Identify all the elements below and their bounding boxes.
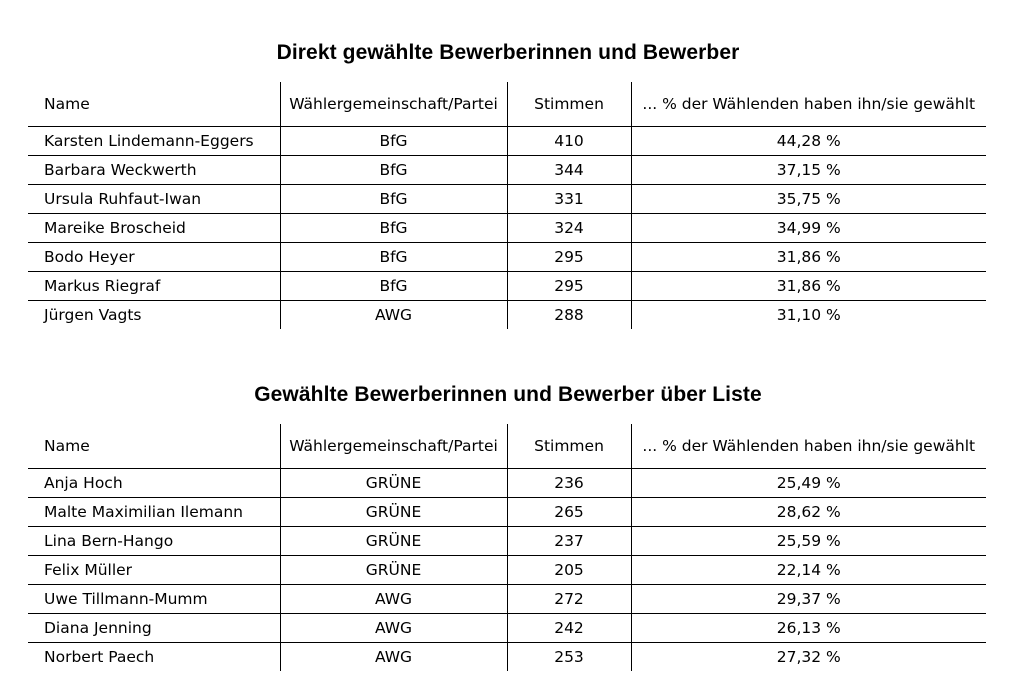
- cell-party: AWG: [280, 614, 507, 643]
- cell-votes: 253: [507, 643, 631, 672]
- cell-party: BfG: [280, 127, 507, 156]
- table-row: [28, 156, 986, 185]
- cell-name: Norbert Paech: [44, 648, 155, 666]
- list-candidates-section: [28, 380, 988, 671]
- cell-percent: 29,37 %: [631, 585, 986, 614]
- direct-candidates-section: [28, 38, 988, 329]
- cell-percent: 28,62 %: [631, 498, 986, 527]
- table-row: [28, 272, 986, 301]
- cell-party: GRÜNE: [280, 556, 507, 585]
- cell-party: GRÜNE: [280, 469, 507, 498]
- table-row: [28, 556, 986, 585]
- cell-name: Markus Riegraf: [28, 272, 280, 301]
- cell-votes: 265: [507, 498, 631, 527]
- cell-name: Mareike Broscheid: [28, 214, 280, 243]
- table-row: [28, 127, 986, 156]
- cell-name: Felix Müller: [28, 556, 280, 585]
- cell-name: Jürgen Vagts: [44, 306, 142, 324]
- table-row: [28, 185, 986, 214]
- cell-party: BfG: [280, 185, 507, 214]
- cell-percent: 22,14 %: [631, 556, 986, 585]
- cell-votes: 242: [507, 614, 631, 643]
- table-row: [28, 301, 986, 330]
- table-row: [28, 643, 986, 672]
- direct-candidates-title: Direkt gewählte Bewerberinnen und Bewerber: [276, 41, 740, 64]
- table-row: [28, 498, 986, 527]
- cell-party: GRÜNE: [280, 527, 507, 556]
- cell-percent: 37,15 %: [631, 156, 986, 185]
- cell-votes: 295: [507, 272, 631, 301]
- cell-name: Karsten Lindemann-Eggers: [28, 127, 280, 156]
- cell-party: BfG: [280, 243, 507, 272]
- cell-name: Barbara Weckwerth: [28, 156, 280, 185]
- cell-votes: 272: [507, 585, 631, 614]
- cell-percent: 31,10 %: [631, 301, 986, 330]
- table-header-row: [28, 424, 986, 469]
- cell-party: AWG: [280, 301, 507, 330]
- cell-percent: 31,86 %: [631, 243, 986, 272]
- cell-votes: 324: [507, 214, 631, 243]
- header-name: Name: [28, 424, 280, 469]
- header-percent: ... % der Wählenden haben ihn/sie gewählt: [631, 82, 986, 127]
- cell-party: BfG: [280, 156, 507, 185]
- header-votes: Stimmen: [507, 82, 631, 127]
- cell-votes: 288: [507, 301, 631, 330]
- table-row: [28, 214, 986, 243]
- cell-name: Anja Hoch: [28, 469, 280, 498]
- cell-percent: 31,86 %: [631, 272, 986, 301]
- table-header-row: [28, 82, 986, 127]
- cell-name: Ursula Ruhfaut-Iwan: [28, 185, 280, 214]
- header-votes: Stimmen: [507, 424, 631, 469]
- cell-party: BfG: [280, 214, 507, 243]
- header-party: Wählergemeinschaft/Partei: [280, 424, 507, 469]
- table-row: [28, 614, 986, 643]
- cell-percent: 27,32 %: [631, 643, 986, 672]
- cell-name: Malte Maximilian Ilemann: [28, 498, 280, 527]
- list-candidates-title: Gewählte Bewerberinnen und Bewerber über Liste: [254, 383, 762, 406]
- cell-party: BfG: [280, 272, 507, 301]
- header-percent: ... % der Wählenden haben ihn/sie gewählt: [631, 424, 986, 469]
- cell-votes: 331: [507, 185, 631, 214]
- cell-percent: 34,99 %: [631, 214, 986, 243]
- cell-votes: 410: [507, 127, 631, 156]
- cell-name: Uwe Tillmann-Mumm: [28, 585, 280, 614]
- cell-percent: 26,13 %: [631, 614, 986, 643]
- table-row: [28, 243, 986, 272]
- cell-party: GRÜNE: [280, 498, 507, 527]
- cell-name: Diana Jenning: [28, 614, 280, 643]
- table-row: [28, 469, 986, 498]
- cell-percent: 25,59 %: [631, 527, 986, 556]
- cell-votes: 205: [507, 556, 631, 585]
- cell-percent: 35,75 %: [631, 185, 986, 214]
- cell-name: Bodo Heyer: [28, 243, 280, 272]
- cell-name: Lina Bern-Hango: [28, 527, 280, 556]
- cell-votes: 236: [507, 469, 631, 498]
- table-row: [28, 585, 986, 614]
- header-party: Wählergemeinschaft/Partei: [280, 82, 507, 127]
- list-candidates-table: [28, 424, 986, 671]
- cell-party: AWG: [280, 585, 507, 614]
- direct-candidates-table: [28, 82, 986, 329]
- cell-percent: 44,28 %: [631, 127, 986, 156]
- cell-votes: 295: [507, 243, 631, 272]
- table-row: [28, 527, 986, 556]
- header-name: Name: [28, 82, 280, 127]
- cell-votes: 237: [507, 527, 631, 556]
- cell-percent: 25,49 %: [631, 469, 986, 498]
- cell-party: AWG: [280, 643, 507, 672]
- cell-votes: 344: [507, 156, 631, 185]
